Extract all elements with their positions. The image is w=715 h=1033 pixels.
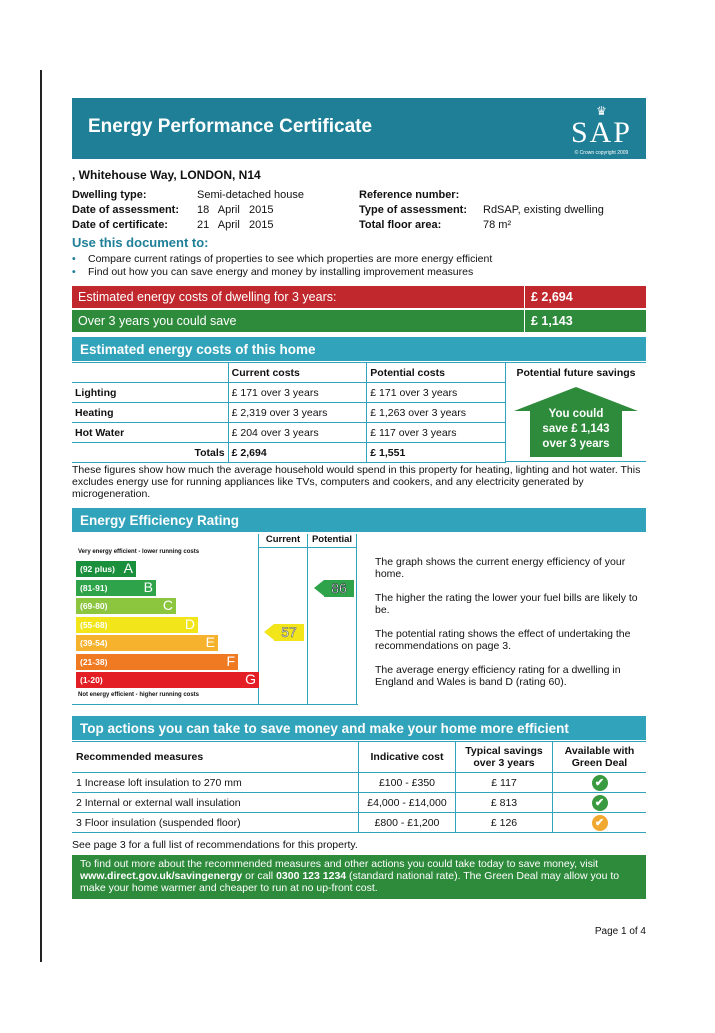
- page-number: Page 1 of 4: [594, 926, 646, 937]
- table-row: Hot Water £ 204 over 3 years £ 117 over 3 years: [72, 423, 506, 443]
- band-c: (69-80) C: [76, 598, 176, 614]
- estimated-cost-value: £ 2,694: [524, 286, 573, 308]
- efficiency-section-heading: Energy Efficiency Rating: [72, 508, 646, 532]
- table-row: 3 Floor insulation (suspended floor) £800 - £1,200 £ 126 ✔: [72, 813, 646, 833]
- floor-area: 78 m²: [483, 219, 512, 231]
- use-bullets: [72, 253, 492, 279]
- chart-top-label: Very energy efficient - lower running costs: [78, 549, 200, 555]
- property-info-right: Reference number: Type of assessment: RdSAP, existing dwelling Total floor area: 78 m²: [359, 189, 604, 231]
- check-icon: ✔: [592, 815, 608, 831]
- costs-section-heading: Estimated energy costs of this home: [72, 337, 646, 361]
- sap-logo: ♛ SAP © Crown copyright 2009: [570, 104, 632, 156]
- check-icon: ✔: [592, 775, 608, 791]
- efficiency-text: The graph shows the current energy efficiency of your home. The higher the rating the lower your fuel bills are likely to be. The potential rating shows the effect of undertaking the recommendations on page 3. The average energy efficiency rating for a dwelling in England and Wales is band D (rating 60).: [375, 556, 638, 688]
- savings-value: £ 1,143: [524, 310, 573, 332]
- band-d: (55-68) D: [76, 617, 198, 633]
- use-heading: Use this document to:: [72, 235, 209, 250]
- green-deal-info: To find out more about the recommended measures and other actions you could take today to save money, visit www.direct.gov.uk/savingenergy or call 0300 123 1234 (standard national rate). The Green Deal may allow you to make your home warmer and cheaper to run at no up-front cost.: [72, 855, 646, 899]
- saving-energy-link[interactable]: www.direct.gov.uk/savingenergy: [80, 870, 243, 882]
- band-f: (21-38) F: [76, 654, 238, 670]
- potential-column: Potential: [308, 534, 357, 704]
- bullet-item: • Find out how you can save energy and money by installing improvement measures: [72, 266, 474, 278]
- totals-row: Totals £ 2,694 £ 1,551: [72, 443, 506, 463]
- phone-number: 0300 123 1234: [276, 870, 347, 882]
- header-banner: [72, 98, 646, 159]
- costs-note: These figures show how much the average household would spend in this property for heating, lighting and hot water. This excludes energy use for running appliances like TVs, computers and cookers, and any electricity generated by microgeneration.: [72, 464, 641, 500]
- assessment-type: RdSAP, existing dwelling: [483, 204, 604, 216]
- band-e: (39-54) E: [76, 635, 218, 651]
- table-row: Heating £ 2,319 over 3 years £ 1,263 over 3 years: [72, 403, 506, 423]
- certificate-date: 21 April 2015: [197, 219, 274, 231]
- band-a: (92 plus) A: [76, 561, 136, 577]
- property-info-left: Dwelling type: Semi-detached house Date of assessment: 18 April 2015 Date of certificate: 21 April 2015: [72, 189, 305, 231]
- costs-table: Current costs Potential costs Lighting £ 171 over 3 years £ 171 over 3 years Heating £ 2,319 over 3 years £ 1,263 over 3 years Hot Water £ 204 over 3 years £ 117 over 3 years Totals £ 2,694 £ 1,551: [72, 362, 506, 463]
- dwelling-type: Semi-detached house: [197, 189, 305, 201]
- table-row: 1 Increase loft insulation to 270 mm £100 - £350 £ 117 ✔: [72, 773, 646, 793]
- band-b: (81-91) B: [76, 580, 156, 596]
- actions-section-heading: Top actions you can take to save money and make your home more efficient: [72, 716, 646, 740]
- assessment-date: 18 April 2015: [197, 204, 274, 216]
- savings-house-badge: You could save £ 1,143 over 3 years: [530, 411, 622, 457]
- table-row: 2 Internal or external wall insulation £4,000 - £14,000 £ 813 ✔: [72, 793, 646, 813]
- band-g: (1-20) G: [76, 672, 259, 688]
- bullet-item: • Compare current ratings of properties to see which properties are more energy efficient: [72, 253, 493, 265]
- page-title: Energy Performance Certificate: [88, 116, 373, 137]
- crown-icon: ♛: [596, 104, 607, 118]
- estimated-cost-bar: Estimated energy costs of dwelling for 3 years: £ 2,694: [72, 286, 646, 308]
- efficiency-chart: Current Potential Very energy efficient - lower running costs Not energy efficient - higher running costs (92 plus) A (81-91) B (69-80) C (55-68) D (39-54) E (21-38) F (1-20) G 57 86: [72, 534, 358, 705]
- check-icon: ✔: [592, 795, 608, 811]
- actions-footnote: See page 3 for a full list of recommendations for this property.: [72, 839, 358, 851]
- future-savings-cell: Potential future savings You could save £ 1,143 over 3 years: [506, 362, 646, 462]
- left-margin-line: [40, 70, 42, 962]
- property-address: , Whitehouse Way, LONDON, N14: [72, 168, 261, 182]
- current-column: Current: [258, 534, 308, 704]
- table-row: Lighting £ 171 over 3 years £ 171 over 3 years: [72, 383, 506, 403]
- savings-bar: Over 3 years you could save £ 1,143: [72, 310, 646, 332]
- chart-bottom-label: Not energy efficient - higher running costs: [78, 692, 200, 698]
- actions-table: Recommended measures Indicative cost Typical savings over 3 years Available with Green Deal 1 Increase loft insulation to 270 mm £100 - £350 £ 117 ✔ 2 Internal or external wall insulation £4,000 - £14,000 £ 813 ✔ 3 Floor insulation (suspended floor) £800 - £1,200 £ 126 ✔: [72, 741, 646, 833]
